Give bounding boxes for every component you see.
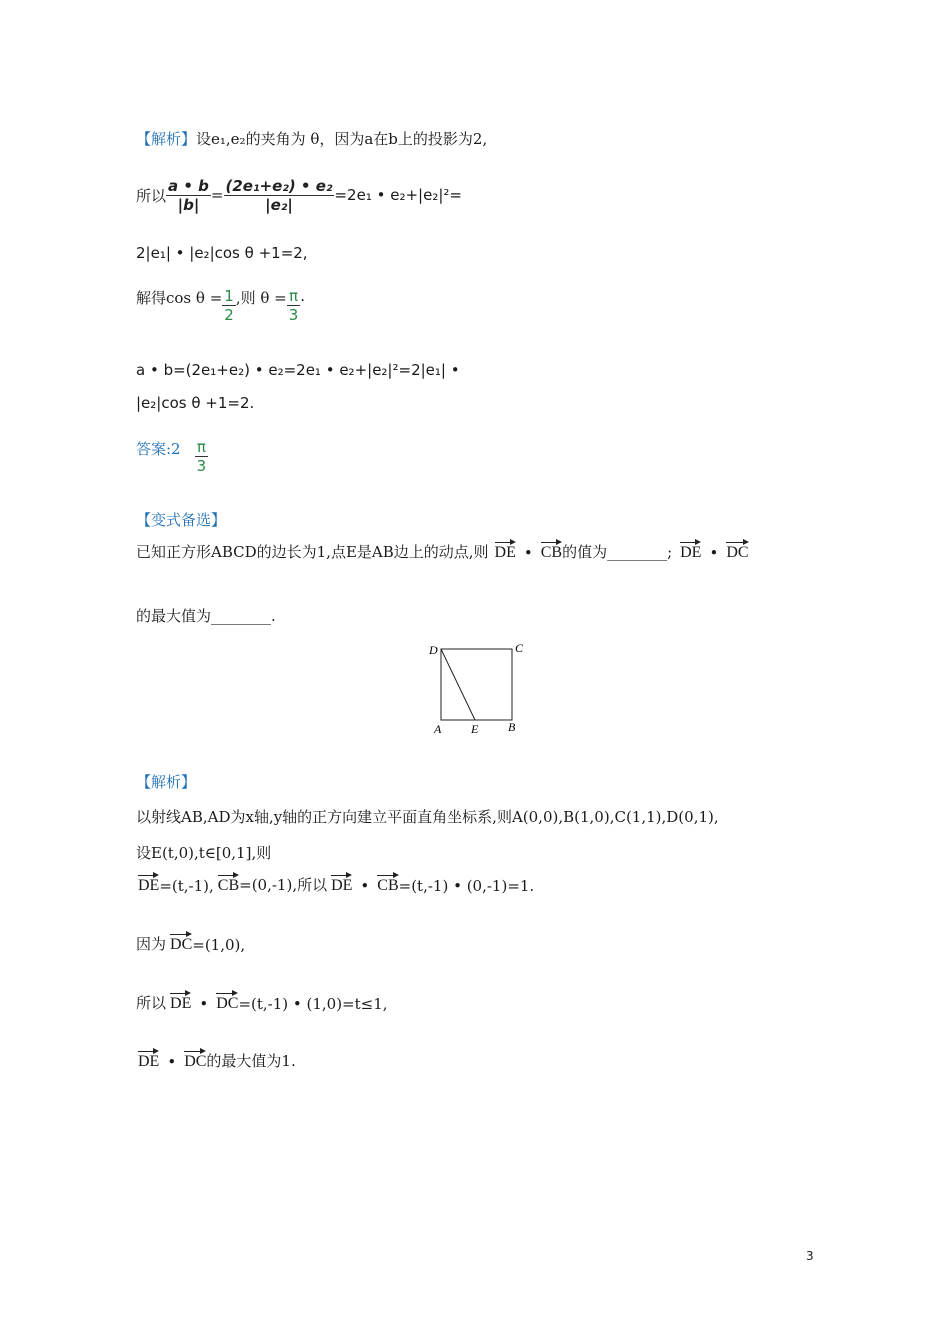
vector-DC: DC (170, 932, 192, 954)
formula-line-6: |e₂|cos θ +1=2. (136, 394, 255, 412)
analysis-tag-2: 【解析】 (136, 773, 197, 791)
label-E: E (471, 722, 479, 736)
vector-CB: CB (541, 540, 562, 562)
analysis2-line-5: 所以 DE • DC =(t,-1) • (1,0)=t≤1, (136, 991, 388, 1013)
analysis2-line-2: 设E(t,0),t∈[0,1],则 (136, 844, 272, 862)
vector-DE: DE (331, 873, 352, 895)
question-text: 已知正方形ABCD的边长为1,点E是AB边上的动点,则 (136, 543, 489, 561)
answer-label: 答案:2 (136, 440, 181, 458)
analysis-tag: 【解析】 (136, 130, 197, 148)
analysis2-line-6: DE • DC 的最大值为1. (138, 1049, 296, 1071)
analysis-line-1: 设e₁,e₂的夹角为 θ，因为a在b上的投影为2, (196, 130, 488, 148)
vector-CB: CB (377, 873, 398, 895)
label-B: B (508, 720, 516, 734)
analysis2-line-1: 以射线AB,AD为x轴,y轴的正方向建立平面直角坐标系,则A(0,0),B(1,0),C(1,1),D(0,1), (136, 808, 719, 826)
analysis2-line-3: DE =(t,-1), CB =(0,-1),所以 DE • CB =(t,-1) • (0,-1)=1. (138, 873, 534, 895)
square-ABCD (441, 649, 512, 720)
variant-tag: 【变式备选】 (136, 511, 227, 529)
label-D: D (429, 643, 438, 657)
fraction-one-half: $\frac{1}{2}$ (224, 287, 234, 324)
formula-line-4: 解得cos θ = $\frac{1}{2}$ ,则 θ = $\frac{\pi}{3}$ . (136, 287, 306, 324)
text-suoyi: 所以 (136, 186, 167, 205)
vector-DC: DC (184, 1049, 206, 1071)
answer-fraction-pi-third: $\frac{\pi}{3}$ (196, 438, 207, 475)
page-number: 3 (806, 1249, 814, 1263)
fraction-pi-third: $\frac{\pi}{3}$ (288, 287, 299, 324)
label-A: A (434, 722, 442, 736)
text-solve-cos: 解得cos θ = (136, 289, 223, 307)
fraction-ab-over-b: $\frac{a • b}{|b|}$ (168, 176, 209, 214)
label-C: C (515, 641, 524, 655)
analysis2-line-4: 因为 DC =(1,0), (136, 932, 245, 954)
vector-DE: DE (680, 540, 701, 562)
formula-line-3: 2|e₁| • |e₂|cos θ +1=2, (136, 244, 308, 262)
square-figure (420, 638, 530, 738)
segment-DE (441, 649, 475, 720)
vector-DE: DE (138, 873, 159, 895)
question-blank-1: 的值为________; (562, 543, 673, 561)
answer-line (136, 438, 208, 475)
vector-DC: DC (216, 991, 238, 1013)
fraction-e-over-e2: $\frac{\text{(2e₁+e₂) • e₂}}{\text{|e₂|}}$ (225, 176, 333, 214)
text-then-theta: ,则 θ = (235, 289, 287, 307)
vector-DE: DE (495, 540, 516, 562)
variant-question-line-1: 已知正方形ABCD的边长为1,点E是AB边上的动点,则 DE • CB 的值为________; DE • DC (136, 540, 749, 562)
variant-question-line-2: 的最大值为________. (136, 607, 276, 625)
analysis-block-1 (136, 128, 487, 149)
vector-CB: CB (218, 873, 239, 895)
vector-DE: DE (170, 991, 191, 1013)
formula-line-2: 所以 $\frac{a • b}{|b|}$ = $\frac{\text{(2e₁+e₂) • e₂}}{\text{|e₂|}}$ =2e₁ • e₂+|e₂|²= (136, 176, 462, 214)
formula-line-5: a • b=(2e₁+e₂) • e₂=2e₁ • e₂+|e₂|²=2|e₁| • (136, 361, 460, 379)
vector-DE: DE (138, 1049, 159, 1071)
vector-DC: DC (726, 540, 748, 562)
formula-tail: =2e₁ • e₂+|e₂|²= (334, 186, 462, 204)
